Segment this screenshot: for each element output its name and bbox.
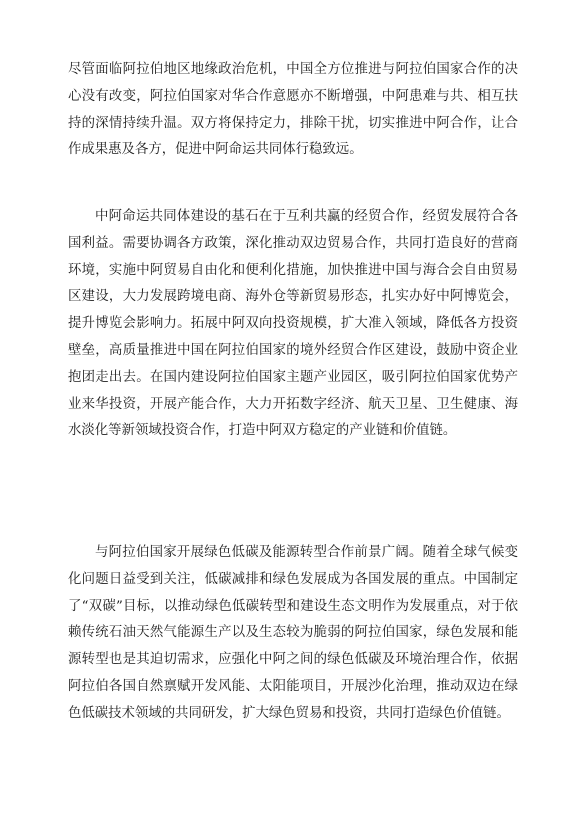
- paragraph-3: 与阿拉伯国家开展绿色低碳及能源转型合作前景广阔。随着全球气候变化问题日益受到关注，低碳减排和绿色发展成为各国发展的重点。中国制定了“双碳”目标，以推动绿色低碳转型和建设生态文明作为发展重点，对于依赖传统石油天然气能源生产以及生态较为脆弱的阿拉伯国家，绿色发展和能源转型也是其迫切需求，应强化中阿之间的绿色低碳及环境治理合作，依据阿拉伯各国自然禀赋开发风能、太阳能项目，开展沙化治理，推动双边在绿色低碳技术领域的共同研发，扩大绿色贸易和投资，共同打造绿色价值链。: [68, 545, 518, 721]
- paragraph-2: 中阿命运共同体建设的基石在于互利共赢的经贸合作，经贸发展符合各国利益。需要协调各方政策，深化推动双边贸易合作，共同打造良好的营商环境，实施中阿贸易自由化和便利化措施，加快推进中国与海合会自由贸易区建设，大力发展跨境电商、海外仓等新贸易形态，扎实办好中阿博览会，提升博览会影响力。拓展中阿双向投资规模，扩大准入领域，降低各方投资壁垒，高质量推进中国在阿拉伯国家的境外经贸合作区建设，鼓励中资企业抱团走出去。在国内建设阿拉伯国家主题产业园区，吸引阿拉伯国家优势产业来华投资，开展产能合作，大力开拓数字经济、航天卫星、卫生健康、海水淡化等新领域投资合作，打造中阿双方稳定的产业链和价值链。: [68, 209, 518, 439]
- paragraph-1: 尽管面临阿拉伯地区地缘政治危机，中国全方位推进与阿拉伯国家合作的决心没有改变，阿拉伯国家对华合作意愿亦不断增强，中阿患难与共、相互扶持的深情持续升温。双方将保持定力，排除干扰，切实推进中阿合作，让合作成果惠及各方，促进中阿命运共同体行稳致远。: [68, 62, 518, 158]
